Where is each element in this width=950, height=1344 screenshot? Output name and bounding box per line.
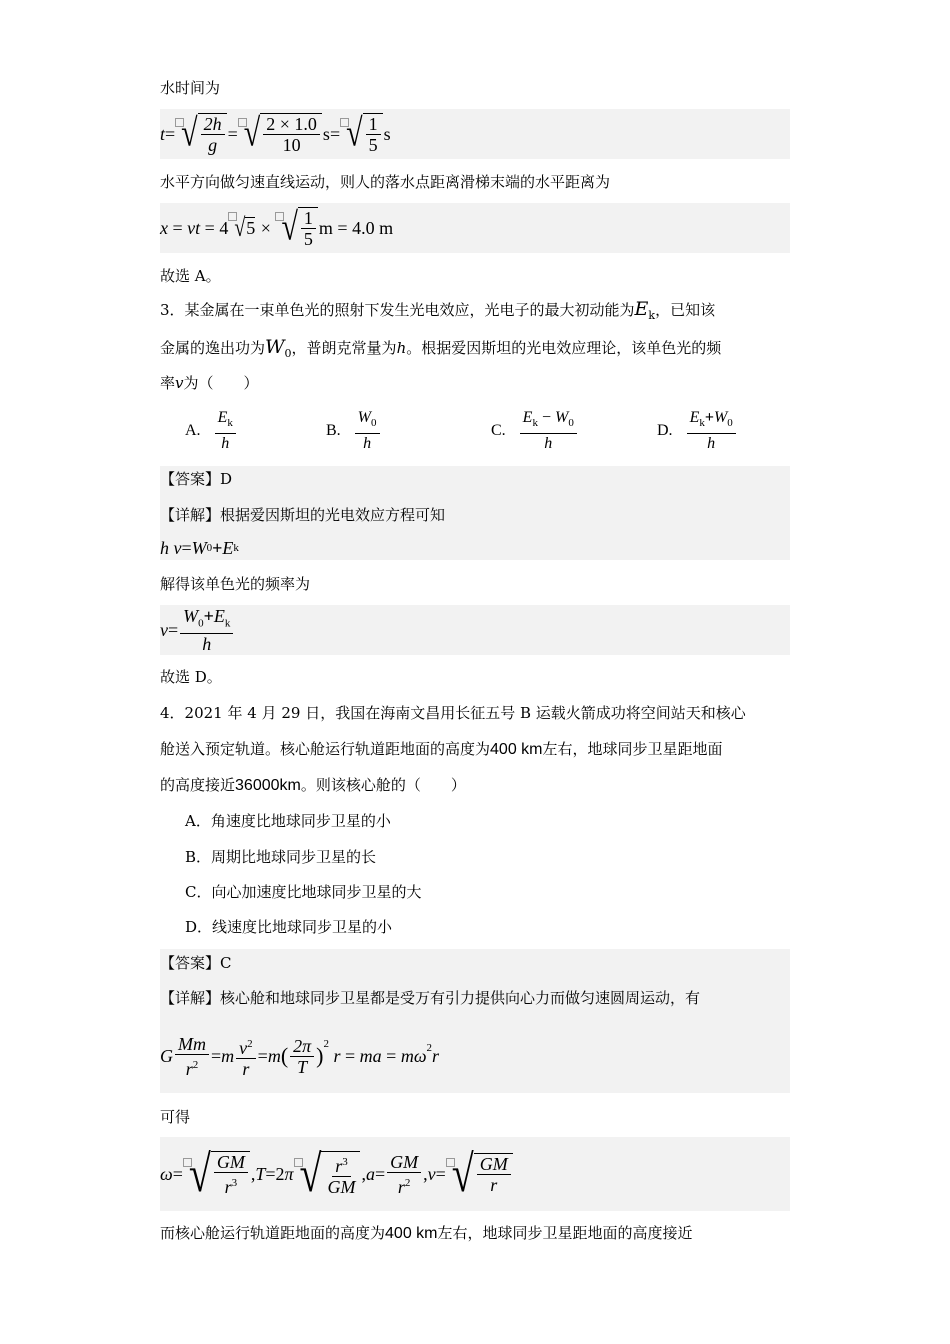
frac-den: 10 xyxy=(282,135,301,155)
option-b[interactable] xyxy=(326,408,382,454)
frac-num: E xyxy=(689,409,700,426)
text: 的高度接近 xyxy=(160,776,236,794)
subscript: k xyxy=(532,417,538,430)
operator: + xyxy=(704,409,714,426)
option-label: C. xyxy=(491,422,506,440)
text: 左右，地球同步卫星距地面的高度接近 xyxy=(437,1224,693,1242)
question-4-line2 xyxy=(160,738,790,761)
detail-4: 【详解】核心舱和地球同步卫星都是受万有引力提供向心力而做匀速圆周运动，有 xyxy=(160,989,701,1007)
subscript: 0 xyxy=(371,417,377,430)
option-a[interactable]: A．角速度比地球同步卫星的小 xyxy=(185,812,391,830)
option-d[interactable] xyxy=(657,408,738,454)
frac-num: 1 xyxy=(301,208,316,229)
detail-3: 【详解】根据爱因斯坦的光电效应方程可知 xyxy=(160,506,446,524)
option-label: B. xyxy=(326,422,341,440)
text: 左右，地球同步卫星距地面 xyxy=(542,740,723,758)
text-line: 可得 xyxy=(160,1108,191,1126)
frac-num: E xyxy=(217,409,228,426)
formula-results: ω = √ $\frac{GM}{r^3}$ , T =2 π √ $\frac{r^3}{GM}$ , a = $\frac{GM}{r^2}$ , v = √ $\frac{GM}{r}$ xyxy=(160,1145,514,1203)
frac-den: h xyxy=(363,435,372,453)
frac-den: h xyxy=(544,435,553,453)
subscript: 0 xyxy=(727,417,733,430)
option-c[interactable]: C．向心加速度比地球同步卫星的大 xyxy=(185,883,422,901)
text: 。则该核心舱的（ ） xyxy=(300,776,466,794)
unit-s: s xyxy=(322,123,330,144)
symbol-W: W xyxy=(265,336,285,358)
answer-3: 【答案】D xyxy=(160,470,233,488)
subscript: k xyxy=(227,417,233,430)
frac-num: 1 xyxy=(366,114,381,135)
formula-photoelectric: h v = W 0 + E k xyxy=(160,537,239,558)
symbol-h: h xyxy=(396,339,407,357)
subscript: 0 xyxy=(284,347,292,360)
number: 4 xyxy=(219,217,229,238)
text: 舱送入预定轨道。核心舱运行轨道距地面的高度为 xyxy=(160,740,491,758)
sqrt: √ 5 xyxy=(234,213,256,243)
formula-frequency: v = $\frac{W_0+E_k}{h}$ xyxy=(160,607,235,653)
frac-den: h xyxy=(707,435,716,453)
sqrt: √ $\frac{2 \times 1.0}{10}$ xyxy=(244,113,322,155)
text-line: 解得该单色光的频率为 xyxy=(160,575,311,593)
text-line-last xyxy=(160,1222,790,1245)
symbol-vt: vt xyxy=(187,217,201,238)
symbol-t: t xyxy=(160,123,166,144)
frac-num: 2 × 1.0 xyxy=(263,114,320,135)
frac-den: h xyxy=(221,435,230,453)
question-3-line3 xyxy=(160,372,790,394)
text-line: 故选 D。 xyxy=(160,668,222,686)
frac-num: W xyxy=(357,409,371,426)
question-4-line1: 4．2021 年 4 月 29 日，我国在海南文昌用长征五号 B 运载火箭成功将空间站天和核心 xyxy=(160,704,746,722)
text: ，已知该 xyxy=(655,301,716,319)
question-3-line2 xyxy=(160,336,790,365)
frac-num: W xyxy=(554,409,569,426)
option-d[interactable]: D．线速度比地球同步卫星的小 xyxy=(185,918,393,936)
unit-s: s xyxy=(383,123,391,144)
symbol-x: x xyxy=(160,217,168,238)
formula-gravitation: G $\frac{Mm}{r^2}$ = m $\frac{v^2}{r}$ = m ( $\frac{2\pi}{T}$ ) $^2$ r = ma = mω $^2$ r xyxy=(160,1033,440,1079)
question-3-line1 xyxy=(160,298,790,327)
frac-den: g xyxy=(208,135,218,155)
frac-den: 5 xyxy=(303,229,313,249)
text: 3．某金属在一束单色光的照射下发生光电效应，光电子的最大初动能为 xyxy=(160,301,635,319)
option-label: A. xyxy=(185,422,201,440)
text-line: 水平方向做匀速直线运动，则人的落水点距离滑梯末端的水平距离为 xyxy=(160,173,611,191)
text: 为（ ） xyxy=(183,374,259,392)
sqrt: √ $\frac{1}{5}$ xyxy=(281,207,317,249)
option-a[interactable] xyxy=(185,408,238,454)
text: 金属的逸出功为 xyxy=(160,339,266,357)
text-line: 故选 A。 xyxy=(160,267,221,285)
frac-den: 5 xyxy=(368,135,378,155)
sqrt: √ $\frac{1}{5}$ xyxy=(346,113,382,155)
text: 。根据爱因斯坦的光电效应理论，该单色光的频 xyxy=(406,339,722,357)
formula-horizontal-distance: x = vt = 4 √ 5 × √ $\frac{1}{5}$ m = 4.0 m xyxy=(160,205,394,249)
operator: − xyxy=(537,409,555,426)
value-36000km: 36000km xyxy=(235,777,301,794)
frac-num: E xyxy=(522,409,533,426)
text: ，普朗克常量为 xyxy=(291,339,397,357)
option-c[interactable] xyxy=(491,408,579,454)
subscript: 0 xyxy=(568,417,574,430)
symbol-nu: v xyxy=(175,374,184,392)
question-4-line3 xyxy=(160,774,790,797)
value-400km: 400 km xyxy=(490,741,543,758)
subscript: k xyxy=(699,417,705,430)
frac-num: 2h xyxy=(201,114,225,135)
sqrt-value: 5 xyxy=(246,218,256,238)
value-400km: 400 km xyxy=(385,1225,438,1242)
formula-fall-time: t = √ $\frac{2h}{g}$ = √ $\frac{2 \times 1.0}{10}$ s = √ $\frac{1}{5}$ s xyxy=(160,111,391,155)
text-line: 水时间为 xyxy=(160,79,221,97)
text: 率 xyxy=(160,374,176,392)
subscript: k xyxy=(648,309,656,322)
option-label: D. xyxy=(657,422,673,440)
text: 而核心舱运行轨道距地面的高度为 xyxy=(160,1224,386,1242)
formula-shade xyxy=(160,605,790,655)
symbol-E: E xyxy=(634,298,649,320)
sqrt: √ $\frac{2h}{g}$ xyxy=(181,113,226,155)
answer-4: 【答案】C xyxy=(160,954,232,972)
option-b[interactable]: B．周期比地球同步卫星的长 xyxy=(185,848,377,866)
frac-num: W xyxy=(713,409,728,426)
result: m = 4.0 m xyxy=(318,217,394,238)
